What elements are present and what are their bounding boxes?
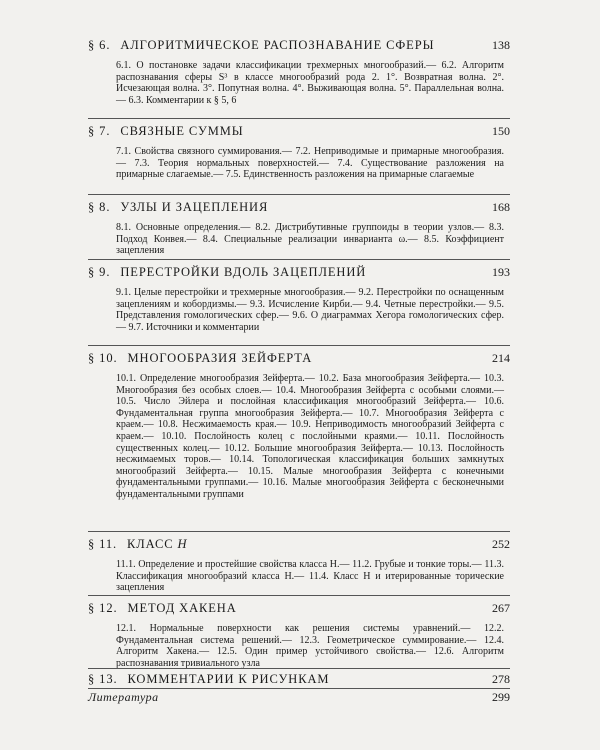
divider — [88, 668, 510, 669]
section-number: § 8. — [88, 200, 111, 214]
section-title: КЛАСС — [127, 537, 174, 551]
section-title: АЛГОРИТМИЧЕСКОЕ РАСПОЗНАВАНИЕ СФЕРЫ — [120, 38, 435, 52]
section-number: § 12. — [88, 601, 118, 615]
section-title: СВЯЗНЫЕ СУММЫ — [120, 124, 244, 138]
section-title-symbol: H — [177, 537, 188, 551]
divider — [88, 531, 510, 532]
section-title: ПЕРЕСТРОЙКИ ВДОЛЬ ЗАЦЕПЛЕНИЙ — [120, 265, 367, 279]
section-page-number: 138 — [492, 38, 510, 52]
section-heading — [88, 124, 244, 138]
section-heading — [88, 38, 434, 52]
section-page-number: 168 — [492, 200, 510, 214]
section-page-number: 193 — [492, 265, 510, 279]
section-page-number: 214 — [492, 351, 510, 365]
section-heading — [88, 351, 312, 365]
divider — [88, 595, 510, 596]
section-contents: 10.1. Определение многообразия Зейферта.— 10.2. База многообразия Зейферта.— 10.3. Многообразия без особых слоев.— 10.4. Многообразия Зейферта с особыми слоями.— 10.5. Число Эйлера и послойная классификация многообразий Зейферта.— 10.6. Фундаментальная группа многообразия Зейферта.— 10.7. Многообразия Зейферта с краем.— 10.8. Несжимаемость края.— 10.9. Неприводимость многообразий Зейферта с краем.— 10.10. Послойность колец с послойными краями.— 10.11. Послойность существенных колец.— 10.12. Большие многообразия Зейферта.— 10.13. Послойность несжимаемых торов.— 10.14. Топологическая классификация больших замкнутых многообразий Зейферта.— 10.15. Малые многообразия Зейферта с конечными фундаментальными группами.— 10.16. Малые многообразия Зейферта с бесконечными фундаментальными группами — [116, 373, 504, 500]
section-contents: 7.1. Свойства связного суммирования.— 7.2. Неприводимые и примарные многообразия.— 7.3. Теория нормальных поверхностей.— 7.4. Существование разложения на примарные слагаемые.— 7.5. Единственность разложения на примарные слагаемые — [116, 146, 504, 181]
section-page-number: 252 — [492, 537, 510, 551]
section-contents: 11.1. Определение и простейшие свойства класса H.— 11.2. Грубые и тонкие торы.— 11.3. Классификация многообразий класса H.— 11.4. Класс H и итерированные торические зацепления — [116, 559, 504, 594]
section-heading — [88, 537, 187, 551]
section-heading — [88, 601, 237, 615]
section-heading — [88, 200, 268, 214]
section-title: КОММЕНТАРИИ К РИСУНКАМ — [127, 672, 330, 686]
section-page-number: 267 — [492, 601, 510, 615]
section-contents: 6.1. О постановке задачи классификации трехмерных многообразий.— 6.2. Алгоритм распознавания сферы S³ в классе многообразий рода 2. 1°. Возвратная волна. 2°. Исчезающая волна. 3°. Попутная волна. 4°. Выживающая волна. 5°. Параллельная волна.— 6.3. Комментарии к § 5, 6 — [116, 60, 504, 106]
divider — [88, 688, 510, 689]
section-number: § 10. — [88, 351, 118, 365]
section-number: § 7. — [88, 124, 111, 138]
section-page-number: 150 — [492, 124, 510, 138]
section-heading — [88, 672, 329, 686]
divider — [88, 345, 510, 346]
section-heading — [88, 265, 366, 279]
section-title: МЕТОД ХАКЕНА — [127, 601, 237, 615]
divider — [88, 194, 510, 195]
section-page-number: 278 — [492, 672, 510, 686]
literature-label: Литература — [88, 690, 159, 704]
section-title: МНОГООБРАЗИЯ ЗЕЙФЕРТА — [127, 351, 313, 365]
divider — [88, 259, 510, 260]
section-contents: 8.1. Основные определения.— 8.2. Дистрибутивные группоиды в теории узлов.— 8.3. Подход Конвея.— 8.4. Специальные реализации инварианта ω.— 8.5. Коэффициент зацепления — [116, 222, 504, 257]
section-number: § 9. — [88, 265, 111, 279]
section-contents: 12.1. Нормальные поверхности как решения системы уравнений.— 12.2. Фундаментальная система решений.— 12.3. Геометрическое суммирование.— 12.4. Алгоритм Хакена.— 12.5. Один пример устойчивого свойства.— 12.6. Алгоритм распознавания тривиального узла — [116, 623, 504, 669]
section-number: § 11. — [88, 537, 118, 551]
section-number: § 13. — [88, 672, 118, 686]
section-number: § 6. — [88, 38, 111, 52]
section-title: УЗЛЫ И ЗАЦЕПЛЕНИЯ — [120, 200, 269, 214]
divider — [88, 118, 510, 119]
literature-page-number: 299 — [492, 690, 510, 704]
section-contents: 9.1. Целые перестройки и трехмерные многообразия.— 9.2. Перестройки по оснащенным зацеплениям и кобордизмы.— 9.3. Исчисление Кирби.— 9.4. Четные перестройки.— 9.5. Представления гомологических сфер.— 9.6. О диаграммах Хегора гомологических сфер.— 9.7. Источники и комментарии — [116, 287, 504, 333]
